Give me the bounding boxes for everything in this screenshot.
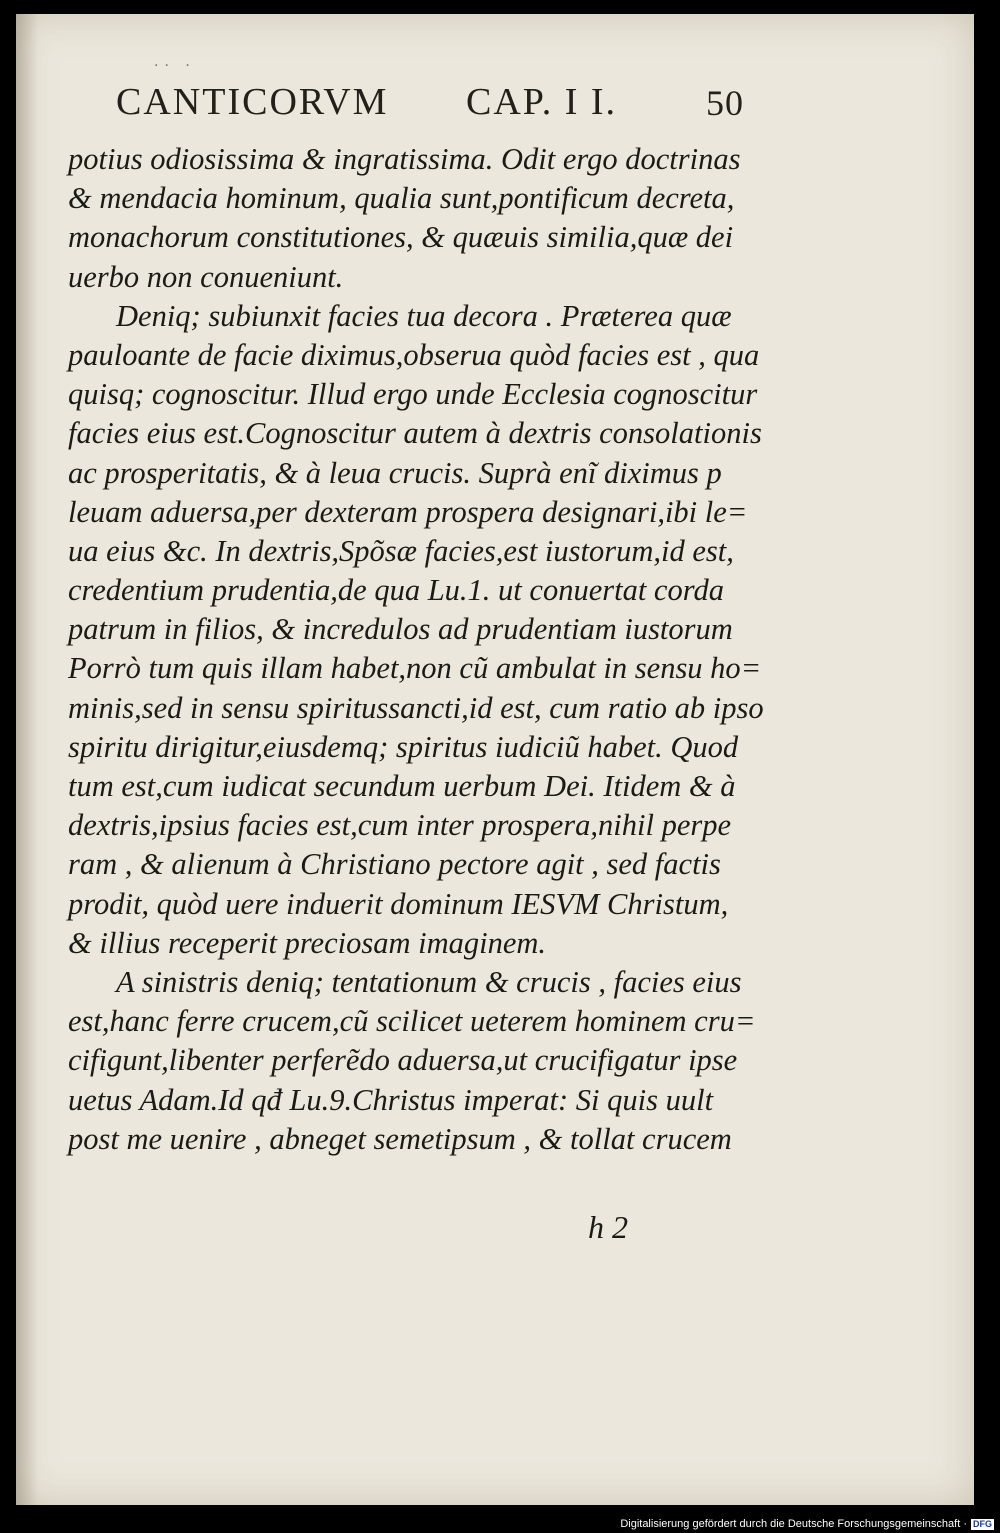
text-line: potius odiosissima & ingratissima. Odit ergo doctrinas [68,142,741,176]
paragraph-start-line: Deniq; subiunxit facies tua decora . Præterea quæ [116,298,732,333]
text-line: leuam aduersa,per dexteram prospera designari,ibi le= [68,494,748,529]
running-title: CANTICORVM [116,81,389,123]
page-header [116,80,756,140]
text-line: monachorum constitutiones, & quæuis similia,quæ dei [68,220,734,255]
text-line: & mendacia hominum, qualia sunt,pontificum decreta, [68,181,735,216]
body-text [68,140,803,1159]
text-line: ua eius &c. In dextris,Spõsæ facies,est iustorum,id est, [68,533,734,568]
text-line: ac prosperitatis, & à leua crucis. Suprà enĩ diximus p [68,455,722,490]
text-line: ram , & alienum à Christiano pectore agit , sed factis [68,847,721,882]
signature-mark: h 2 [588,1209,628,1245]
text-line: uerbo non conueniunt. [68,259,344,294]
text-line: credentium prudentia,de qua Lu.1. ut conuertat corda [68,573,724,608]
text-line: patrum in filios, & incredulos ad prudentiam iustorum [68,612,733,647]
decorative-ornament: ·· · [154,58,196,74]
text-line: facies eius est.Cognoscitur autem à dextris consolationis [68,416,762,451]
text-line: quisq; cognoscitur. Illud ergo unde Ecclesia cognoscitur [68,377,758,412]
text-line: est,hanc ferre crucem,cũ scilicet ueterem hominem cru= [68,1004,756,1039]
folio-number: 50 [706,83,744,123]
text-line: minis,sed in sensu spiritussancti,id est, cum ratio ab ipso [68,690,764,725]
digitization-credit [620,1518,994,1530]
text-line: & illius receperit preciosam imaginem. [68,925,547,960]
text-line: pauloante de facie diximus,obserua quòd facies est , qua [68,337,760,372]
paragraph-start-line: A sinistris deniq; tentationum & crucis , facies eius [116,964,742,999]
text-line: post me uenire , abneget semetipsum , & tollat crucem [68,1121,732,1156]
book-page [16,14,974,1505]
text-line: spiritu dirigitur,eiusdemq; spiritus iudiciũ habet. Quod [68,729,739,764]
dfg-logo: DFG [973,1518,992,1529]
chapter-label: CAP. I I. [466,81,618,123]
text-line: Porrò tum quis illam habet,non cũ ambulat in sensu ho= [68,651,762,686]
text-line: dextris,ipsius facies est,cum inter prospera,nihil perpe [68,808,732,843]
credit-text: Digitalisierung gefördert durch die Deutsche Forschungsgemeinschaft · [620,1518,967,1530]
text-line: prodit, quòd uere induerit dominum IESVM Christum, [68,886,729,921]
text-line: tum est,cum iudicat secundum uerbum Dei. Itidem & à [68,769,736,803]
text-line: cifigunt,libenter perferẽdo aduersa,ut crucifigatur ipse [68,1043,738,1078]
text-line: uetus Adam.Id qđ Lu.9.Christus imperat: Si quis uult [68,1082,714,1117]
